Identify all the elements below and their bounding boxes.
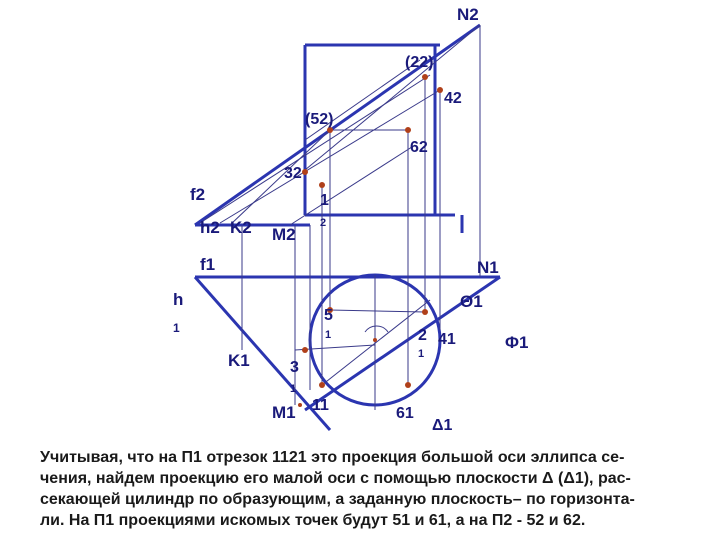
label-1-2: 1 (320, 192, 329, 209)
label-4-2: 42 (444, 90, 462, 107)
label-h2: h2 (200, 218, 220, 237)
label-M1: M1 (272, 403, 296, 422)
caption-line-4: ли. На П1 проекциями искомых точек будут 51 и 61, а на П2 - 52 и 62. (40, 512, 586, 529)
label-2-1: 2 (418, 327, 427, 344)
label-K1: K1 (228, 351, 250, 370)
label-theta1: Θ1 (460, 292, 483, 311)
label-K2: K2 (230, 218, 252, 237)
label-6-1: 61 (396, 405, 414, 422)
label-3-1: 3 (290, 359, 299, 376)
label-2-2: (22) (405, 54, 434, 71)
label-3-2: 32 (284, 165, 302, 182)
label-f2: f2 (190, 185, 206, 204)
label-M2: M2 (272, 225, 296, 244)
label-1-2-sub: 2 (320, 217, 327, 229)
caption-line-3: секающей цилиндр по образующим, а заданную плоскость– по горизонта- (40, 491, 635, 508)
label-2-1-sub: 1 (418, 348, 425, 360)
caption-text (40, 447, 708, 531)
label-3-1-sub: 1 (290, 383, 297, 395)
caption-line-2: чения, найдем проекцию его малой оси с помощью плоскости Δ (Δ1), рас- (40, 470, 631, 487)
label-h1: h (173, 290, 184, 309)
label-N1: N1 (477, 258, 499, 277)
label-5-2: (52) (305, 111, 334, 128)
label-delta1: Δ1 (432, 417, 453, 434)
label-f1: f1 (200, 255, 216, 274)
caption-line-1: Учитывая, что на П1 отрезок 1121 это проекция большой оси эллипса се- (40, 449, 625, 466)
label-h1-sub: 1 (173, 321, 180, 335)
label-5-1-sub: 1 (325, 329, 332, 341)
label-N2: N2 (457, 5, 479, 24)
label-1-1: 11 (312, 397, 329, 414)
label-6-2: 62 (410, 139, 428, 156)
label-phi1: Φ1 (505, 333, 529, 352)
label-5-1: 5 (324, 307, 333, 324)
label-4-1: 41 (438, 331, 456, 348)
